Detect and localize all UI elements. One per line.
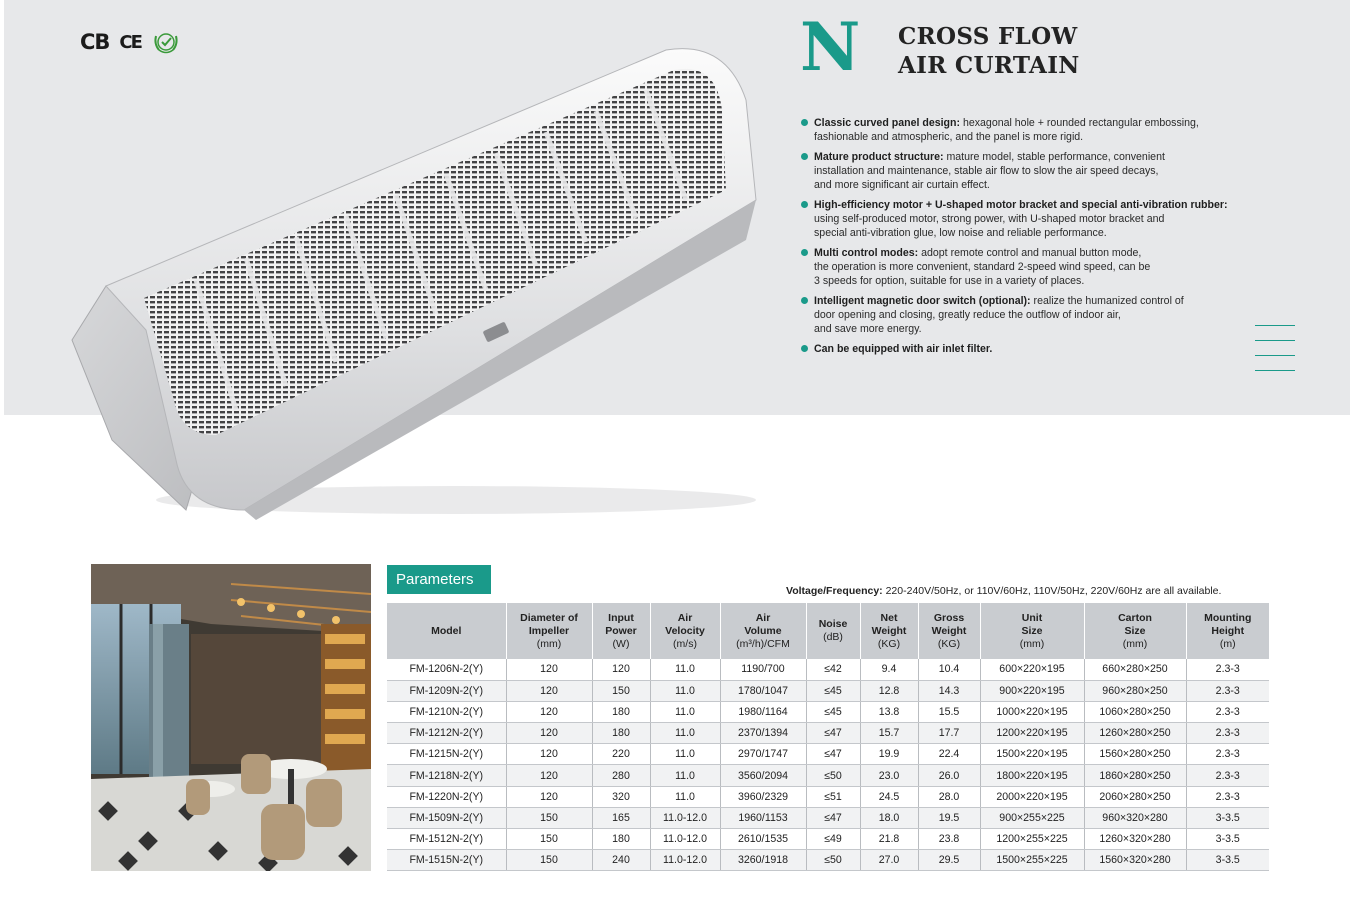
table-cell: 150 bbox=[592, 680, 650, 701]
feature-list bbox=[801, 116, 1281, 362]
column-unit: (m) bbox=[1219, 637, 1236, 650]
table-cell: 17.7 bbox=[918, 723, 980, 744]
column-header bbox=[592, 603, 650, 659]
column-unit: (mm) bbox=[1122, 637, 1148, 650]
column-unit: (m/s) bbox=[673, 637, 697, 650]
column-header bbox=[918, 603, 980, 659]
feature-text-line: and more significant air curtain effect. bbox=[814, 179, 990, 191]
table-cell: 10.4 bbox=[918, 659, 980, 680]
table-cell: ≤47 bbox=[806, 723, 860, 744]
table-cell: ≤50 bbox=[806, 765, 860, 786]
table-row bbox=[387, 829, 1269, 850]
column-header-label: Net bbox=[880, 611, 898, 624]
table-cell: 1980/1164 bbox=[720, 701, 806, 722]
table-cell: FM-1509N-2(Y) bbox=[387, 807, 506, 828]
table-cell: 120 bbox=[506, 744, 592, 765]
feature-text: hexagonal hole + rounded rectangular embossing, bbox=[960, 117, 1199, 129]
table-cell: 22.4 bbox=[918, 744, 980, 765]
table-cell: 15.7 bbox=[860, 723, 918, 744]
feature-text-line: special anti-vibration glue, low noise and reliable performance. bbox=[814, 227, 1107, 239]
table-cell: 960×280×250 bbox=[1084, 680, 1186, 701]
table-cell: 3260/1918 bbox=[720, 850, 806, 871]
table-cell: 2.3-3 bbox=[1186, 659, 1269, 680]
table-cell: FM-1512N-2(Y) bbox=[387, 829, 506, 850]
table-cell: 2000×220×195 bbox=[980, 786, 1084, 807]
table-cell: 23.8 bbox=[918, 829, 980, 850]
table-cell: 120 bbox=[506, 786, 592, 807]
table-cell: 240 bbox=[592, 850, 650, 871]
table-cell: 11.0 bbox=[650, 680, 720, 701]
table-cell: ≤47 bbox=[806, 744, 860, 765]
table-cell: 3960/2329 bbox=[720, 786, 806, 807]
table-cell: 180 bbox=[592, 829, 650, 850]
column-header-label: Size bbox=[1124, 624, 1146, 637]
column-header-label: Air bbox=[755, 611, 771, 624]
feature-heading: Mature product structure: bbox=[814, 151, 944, 163]
table-cell: 150 bbox=[506, 807, 592, 828]
title-line-1: CROSS FLOW bbox=[898, 23, 1078, 50]
table-cell: 1560×320×280 bbox=[1084, 850, 1186, 871]
column-header bbox=[980, 603, 1084, 659]
column-header-label: Unit bbox=[1021, 611, 1043, 624]
table-cell: FM-1209N-2(Y) bbox=[387, 680, 506, 701]
table-cell: 1200×255×225 bbox=[980, 829, 1084, 850]
table-cell: 1190/700 bbox=[720, 659, 806, 680]
table-row bbox=[387, 723, 1269, 744]
column-header-label: Gross bbox=[933, 611, 965, 624]
table-cell: 19.5 bbox=[918, 807, 980, 828]
table-cell: ≤49 bbox=[806, 829, 860, 850]
title-line-2: AIR CURTAIN bbox=[898, 52, 1080, 79]
table-cell: 12.8 bbox=[860, 680, 918, 701]
table-cell: 11.0-12.0 bbox=[650, 850, 720, 871]
parameters-table bbox=[387, 603, 1269, 871]
table-row bbox=[387, 680, 1269, 701]
table-row bbox=[387, 850, 1269, 871]
table-cell: FM-1220N-2(Y) bbox=[387, 786, 506, 807]
table-cell: FM-1206N-2(Y) bbox=[387, 659, 506, 680]
table-cell: 1200×220×195 bbox=[980, 723, 1084, 744]
table-cell: ≤51 bbox=[806, 786, 860, 807]
table-cell: 26.0 bbox=[918, 765, 980, 786]
table-cell: 150 bbox=[506, 850, 592, 871]
table-cell: 2610/1535 bbox=[720, 829, 806, 850]
table-cell: 220 bbox=[592, 744, 650, 765]
feature-item bbox=[801, 342, 1281, 356]
column-header-label: Air bbox=[677, 611, 693, 624]
feature-text-line: installation and maintenance, stable air flow to slow the air speed decays, bbox=[814, 165, 1159, 177]
column-header-label: Volume bbox=[744, 624, 782, 637]
feature-heading: Multi control modes: bbox=[814, 247, 919, 259]
series-letter: N bbox=[800, 8, 861, 86]
table-cell: 1000×220×195 bbox=[980, 701, 1084, 722]
feature-item bbox=[801, 150, 1281, 192]
table-cell: 280 bbox=[592, 765, 650, 786]
table-cell: 2370/1394 bbox=[720, 723, 806, 744]
feature-text-line: using self-produced motor, strong power, with U-shaped motor bracket and bbox=[814, 213, 1165, 225]
bullet-dot-icon bbox=[801, 201, 808, 208]
table-cell: 15.5 bbox=[918, 701, 980, 722]
voltage-value: 220-240V/50Hz, or 110V/60Hz, 110V/50Hz, 220V/60Hz are all available. bbox=[882, 585, 1222, 597]
table-cell: 900×220×195 bbox=[980, 680, 1084, 701]
table-row bbox=[387, 744, 1269, 765]
column-unit: (mm) bbox=[1019, 637, 1045, 650]
table-cell: FM-1218N-2(Y) bbox=[387, 765, 506, 786]
feature-heading: Can be equipped with air inlet filter. bbox=[814, 343, 993, 355]
cb-mark: CB bbox=[80, 30, 110, 54]
ce-mark: CE bbox=[119, 31, 141, 53]
table-cell: 2970/1747 bbox=[720, 744, 806, 765]
bullet-dot-icon bbox=[801, 345, 808, 352]
table-cell: 3-3.5 bbox=[1186, 807, 1269, 828]
table-cell: 1960/1153 bbox=[720, 807, 806, 828]
feature-text: adopt remote control and manual button mode, bbox=[918, 247, 1142, 259]
table-row bbox=[387, 807, 1269, 828]
table-cell: 14.3 bbox=[918, 680, 980, 701]
table-cell: 18.0 bbox=[860, 807, 918, 828]
air-curtain-illustration bbox=[66, 40, 766, 530]
feature-item bbox=[801, 198, 1281, 240]
table-cell: 28.0 bbox=[918, 786, 980, 807]
table-cell: 3560/2094 bbox=[720, 765, 806, 786]
column-header-label: Power bbox=[605, 624, 637, 637]
table-cell: 27.0 bbox=[860, 850, 918, 871]
column-header bbox=[860, 603, 918, 659]
feature-heading: Classic curved panel design: bbox=[814, 117, 961, 129]
table-cell: 2.3-3 bbox=[1186, 701, 1269, 722]
table-cell: 2.3-3 bbox=[1186, 680, 1269, 701]
bullet-dot-icon bbox=[801, 119, 808, 126]
table-cell: 11.0 bbox=[650, 786, 720, 807]
decorative-lines bbox=[1255, 325, 1295, 385]
table-cell: 1260×320×280 bbox=[1084, 829, 1186, 850]
table-cell: 24.5 bbox=[860, 786, 918, 807]
column-header-label: Impeller bbox=[528, 624, 570, 637]
feature-text: realize the humanized control of bbox=[1030, 295, 1184, 307]
column-unit: (KG) bbox=[937, 637, 961, 650]
table-cell: 2.3-3 bbox=[1186, 744, 1269, 765]
feature-item bbox=[801, 246, 1281, 288]
feature-heading: High-efficiency motor + U-shaped motor bracket and special anti-vibration rubber: bbox=[814, 199, 1228, 211]
table-cell: 11.0 bbox=[650, 701, 720, 722]
table-cell: 2.3-3 bbox=[1186, 786, 1269, 807]
column-header-label: Noise bbox=[818, 618, 848, 630]
feature-text-line: the operation is more convenient, standard 2-speed wind speed, can be bbox=[814, 261, 1151, 273]
table-cell: 11.0 bbox=[650, 723, 720, 744]
table-row bbox=[387, 659, 1269, 680]
table-cell: 19.9 bbox=[860, 744, 918, 765]
column-header bbox=[720, 603, 806, 659]
table-cell: 660×280×250 bbox=[1084, 659, 1186, 680]
table-cell: 960×320×280 bbox=[1084, 807, 1186, 828]
table-cell: ≤45 bbox=[806, 701, 860, 722]
column-header-label: Diameter of bbox=[520, 611, 578, 624]
table-cell: 1060×280×250 bbox=[1084, 701, 1186, 722]
parameters-tag: Parameters bbox=[387, 565, 491, 594]
column-unit: (dB) bbox=[823, 631, 843, 643]
table-cell: 29.5 bbox=[918, 850, 980, 871]
feature-item bbox=[801, 294, 1281, 336]
bullet-dot-icon bbox=[801, 153, 808, 160]
page-title bbox=[898, 22, 1080, 80]
table-row bbox=[387, 765, 1269, 786]
table-cell: FM-1210N-2(Y) bbox=[387, 701, 506, 722]
table-row bbox=[387, 701, 1269, 722]
restaurant-photo bbox=[91, 564, 371, 871]
table-cell: 2060×280×250 bbox=[1084, 786, 1186, 807]
table-cell: 1560×280×250 bbox=[1084, 744, 1186, 765]
feature-text-line: door opening and closing, greatly reduce the outflow of indoor air, bbox=[814, 309, 1121, 321]
table-cell: 120 bbox=[592, 659, 650, 680]
column-header bbox=[1084, 603, 1186, 659]
table-cell: ≤47 bbox=[806, 807, 860, 828]
table-cell: 2.3-3 bbox=[1186, 765, 1269, 786]
table-cell: 1860×280×250 bbox=[1084, 765, 1186, 786]
bullet-dot-icon bbox=[801, 249, 808, 256]
column-header-label: Height bbox=[1211, 624, 1245, 637]
table-cell: 11.0-12.0 bbox=[650, 829, 720, 850]
column-unit: (KG) bbox=[877, 637, 901, 650]
feature-item bbox=[801, 116, 1281, 144]
table-cell: 2.3-3 bbox=[1186, 723, 1269, 744]
column-unit: (mm) bbox=[536, 637, 562, 650]
table-cell: FM-1515N-2(Y) bbox=[387, 850, 506, 871]
table-cell: ≤42 bbox=[806, 659, 860, 680]
feature-text-line: and save more energy. bbox=[814, 323, 922, 335]
table-cell: 320 bbox=[592, 786, 650, 807]
table-cell: 9.4 bbox=[860, 659, 918, 680]
table-cell: 11.0 bbox=[650, 765, 720, 786]
feature-text-line: fashionable and atmospheric, and the panel is more rigid. bbox=[814, 131, 1084, 143]
table-cell: 23.0 bbox=[860, 765, 918, 786]
table-cell: 11.0 bbox=[650, 659, 720, 680]
column-header-label: Carton bbox=[1118, 611, 1152, 624]
column-header-label: Input bbox=[608, 611, 634, 624]
column-header-label: Velocity bbox=[665, 624, 705, 637]
table-cell: 11.0 bbox=[650, 744, 720, 765]
column-header bbox=[387, 603, 506, 659]
table-cell: 600×220×195 bbox=[980, 659, 1084, 680]
column-header bbox=[806, 603, 860, 659]
column-header-label: Model bbox=[431, 624, 462, 637]
table-cell: 11.0-12.0 bbox=[650, 807, 720, 828]
table-cell: FM-1212N-2(Y) bbox=[387, 723, 506, 744]
table-cell: FM-1215N-2(Y) bbox=[387, 744, 506, 765]
voltage-frequency bbox=[786, 585, 1221, 597]
table-cell: 120 bbox=[506, 701, 592, 722]
feature-text: mature model, stable performance, convenient bbox=[943, 151, 1165, 163]
table-cell: 180 bbox=[592, 723, 650, 744]
table-cell: 1500×220×195 bbox=[980, 744, 1084, 765]
table-cell: 165 bbox=[592, 807, 650, 828]
column-header-label: Weight bbox=[931, 624, 967, 637]
table-body bbox=[387, 659, 1269, 871]
table-cell: 120 bbox=[506, 723, 592, 744]
table-cell: 150 bbox=[506, 829, 592, 850]
column-header bbox=[1186, 603, 1269, 659]
table-cell: 1260×280×250 bbox=[1084, 723, 1186, 744]
feature-text-line: 3 speeds for option, suitable for use in a variety of places. bbox=[814, 275, 1085, 287]
table-row bbox=[387, 786, 1269, 807]
column-header-label: Mounting bbox=[1204, 611, 1252, 624]
table-cell: 13.8 bbox=[860, 701, 918, 722]
table-cell: 120 bbox=[506, 765, 592, 786]
table-cell: 1500×255×225 bbox=[980, 850, 1084, 871]
table-cell: ≤45 bbox=[806, 680, 860, 701]
feature-heading: Intelligent magnetic door switch (optional): bbox=[814, 295, 1031, 307]
column-unit: (m³/h)/CFM bbox=[736, 637, 790, 650]
column-header-label: Size bbox=[1021, 624, 1043, 637]
table-cell: 21.8 bbox=[860, 829, 918, 850]
table-cell: 3-3.5 bbox=[1186, 850, 1269, 871]
column-unit: (W) bbox=[612, 637, 630, 650]
table-cell: 120 bbox=[506, 680, 592, 701]
table-cell: 120 bbox=[506, 659, 592, 680]
table-header-row bbox=[387, 603, 1269, 659]
table-cell: ≤50 bbox=[806, 850, 860, 871]
column-header-label: Weight bbox=[871, 624, 907, 637]
table-cell: 180 bbox=[592, 701, 650, 722]
table-cell: 900×255×225 bbox=[980, 807, 1084, 828]
column-header bbox=[506, 603, 592, 659]
table-cell: 1780/1047 bbox=[720, 680, 806, 701]
bullet-dot-icon bbox=[801, 297, 808, 304]
table-cell: 1800×220×195 bbox=[980, 765, 1084, 786]
table-cell: 3-3.5 bbox=[1186, 829, 1269, 850]
column-header bbox=[650, 603, 720, 659]
voltage-label: Voltage/Frequency: bbox=[786, 585, 883, 597]
